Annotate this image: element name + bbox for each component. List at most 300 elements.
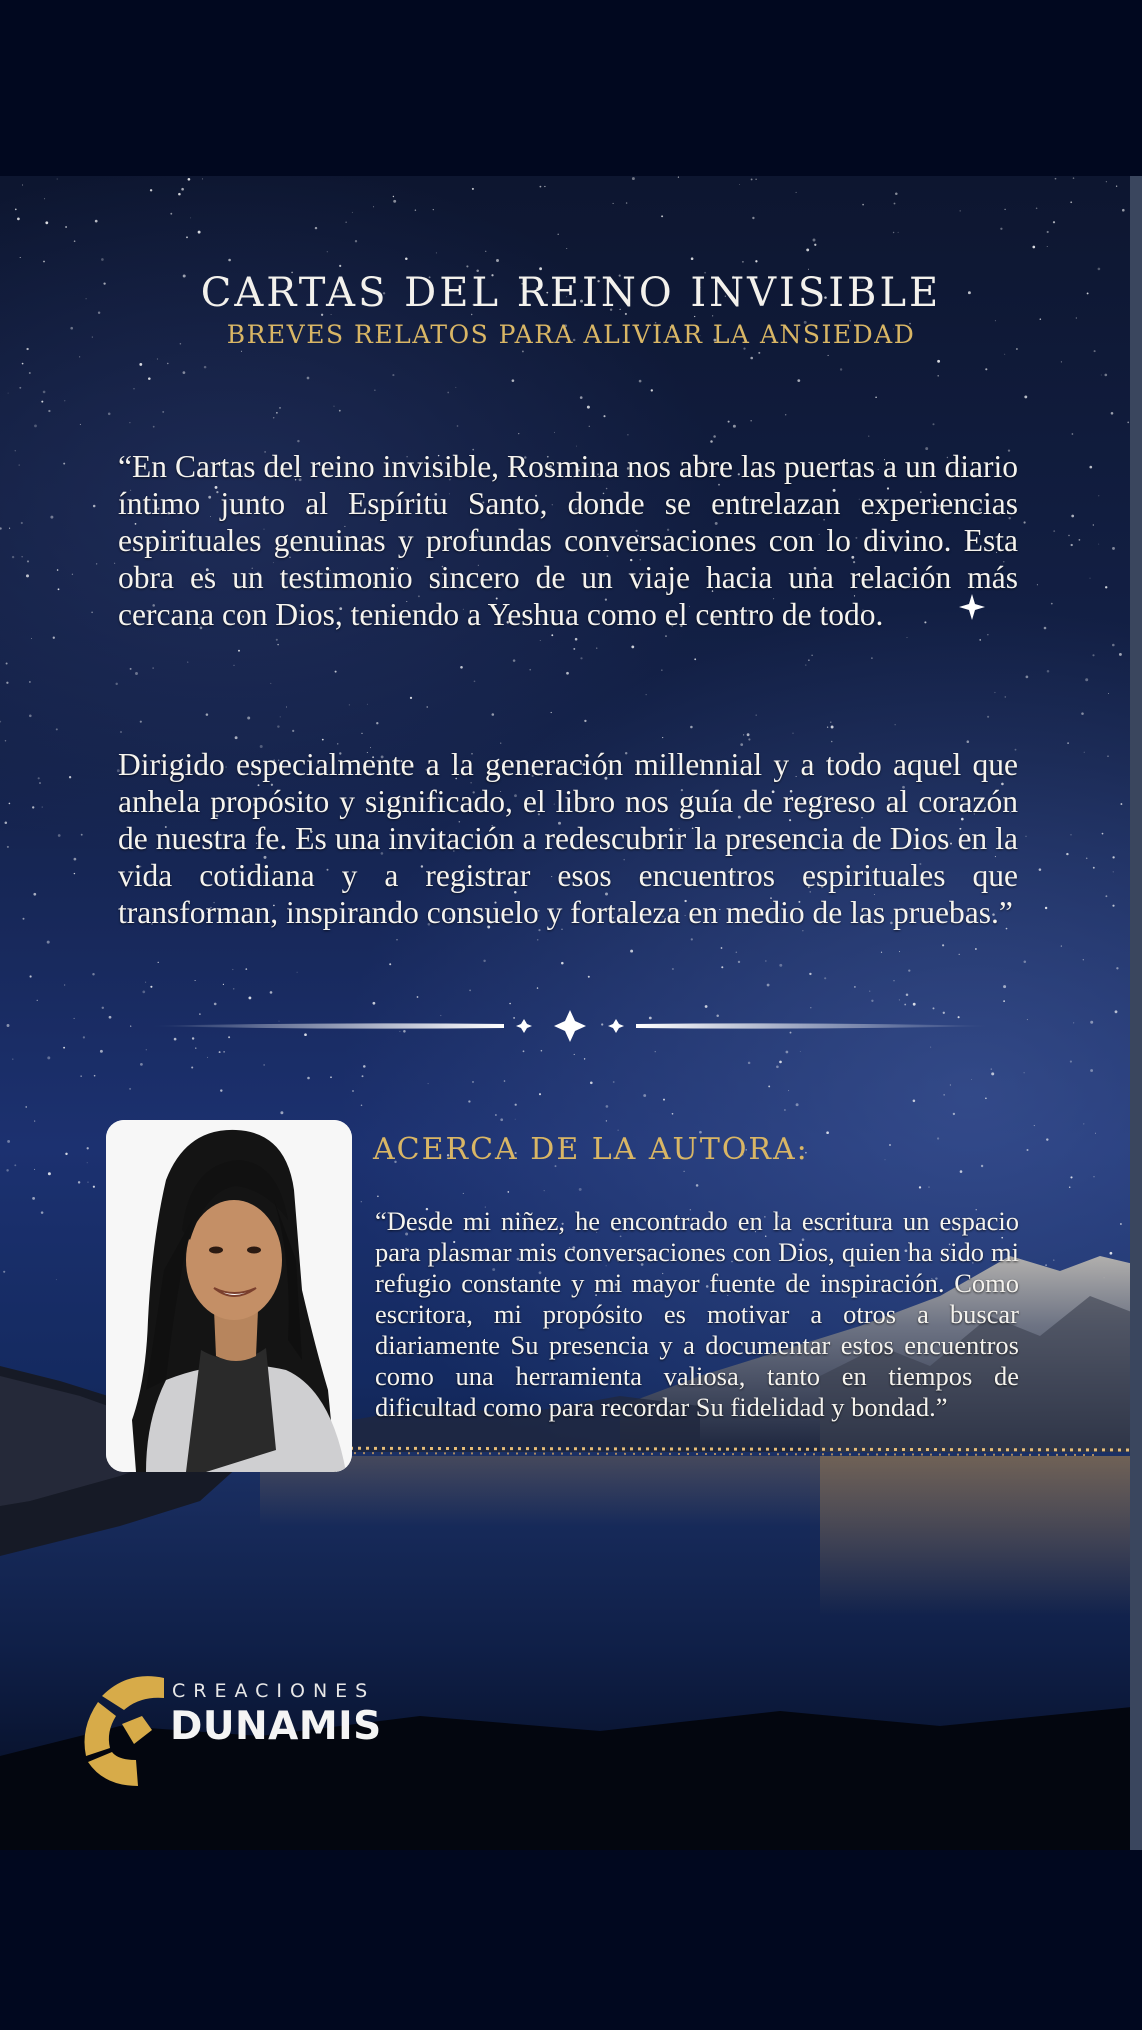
star bbox=[1127, 422, 1129, 424]
star bbox=[561, 962, 564, 965]
star bbox=[9, 803, 11, 805]
star bbox=[826, 1131, 829, 1134]
star bbox=[742, 261, 744, 263]
star bbox=[1003, 985, 1006, 988]
star bbox=[355, 240, 357, 242]
star bbox=[1101, 374, 1102, 375]
star bbox=[96, 563, 97, 564]
star bbox=[639, 380, 642, 383]
star bbox=[1045, 907, 1047, 909]
star bbox=[1090, 1021, 1093, 1024]
star bbox=[895, 724, 896, 725]
author-photo bbox=[106, 1120, 352, 1472]
star bbox=[19, 387, 21, 389]
star bbox=[994, 692, 995, 693]
star bbox=[74, 873, 75, 874]
star bbox=[862, 204, 864, 206]
star bbox=[43, 261, 45, 263]
star bbox=[1004, 354, 1005, 355]
star bbox=[1081, 712, 1084, 715]
star bbox=[655, 1051, 656, 1052]
star bbox=[233, 665, 234, 666]
star bbox=[987, 634, 988, 635]
star bbox=[1024, 395, 1027, 398]
star bbox=[393, 200, 396, 203]
star bbox=[512, 379, 515, 382]
star bbox=[1061, 361, 1062, 362]
star bbox=[146, 1049, 147, 1050]
star bbox=[129, 1088, 131, 1090]
star bbox=[34, 1169, 35, 1170]
star bbox=[468, 1100, 470, 1102]
star bbox=[661, 215, 663, 217]
star bbox=[7, 1024, 10, 1027]
star bbox=[472, 188, 474, 190]
star bbox=[29, 681, 30, 682]
star bbox=[651, 389, 653, 391]
star bbox=[396, 939, 397, 940]
star bbox=[56, 728, 58, 730]
star bbox=[12, 556, 14, 558]
star bbox=[1037, 584, 1038, 585]
star bbox=[696, 1184, 699, 1187]
sparkle-divider-icon bbox=[150, 1008, 990, 1044]
star bbox=[6, 1169, 8, 1171]
star bbox=[207, 1057, 208, 1058]
star bbox=[346, 222, 347, 223]
star bbox=[1112, 856, 1114, 858]
star bbox=[9, 528, 10, 529]
star bbox=[672, 1113, 674, 1115]
star bbox=[247, 717, 250, 720]
star bbox=[875, 396, 877, 398]
star bbox=[223, 984, 224, 985]
star bbox=[47, 941, 50, 944]
star bbox=[1034, 1125, 1035, 1126]
star bbox=[690, 726, 693, 729]
star bbox=[276, 639, 278, 641]
star bbox=[190, 217, 191, 218]
star bbox=[496, 259, 499, 262]
star bbox=[779, 1061, 782, 1064]
star bbox=[544, 186, 545, 187]
star bbox=[953, 1113, 955, 1115]
star bbox=[1098, 495, 1099, 496]
star bbox=[1106, 181, 1107, 182]
star bbox=[1073, 177, 1075, 179]
star bbox=[814, 244, 816, 246]
star bbox=[739, 184, 740, 185]
star bbox=[788, 1090, 789, 1091]
star bbox=[630, 950, 633, 953]
star bbox=[78, 1181, 80, 1183]
book-subtitle: BREVES RELATOS PARA ALIVIAR LA ANSIEDAD bbox=[226, 320, 916, 349]
star bbox=[228, 259, 231, 262]
star bbox=[1070, 834, 1072, 836]
star bbox=[913, 1100, 916, 1103]
dunamis-logo-mark-icon bbox=[78, 1666, 174, 1788]
star bbox=[728, 421, 730, 423]
star bbox=[618, 1130, 619, 1131]
star bbox=[167, 363, 168, 364]
star bbox=[796, 1103, 799, 1106]
star bbox=[335, 671, 337, 673]
star bbox=[472, 1081, 473, 1082]
star bbox=[1066, 853, 1068, 855]
star bbox=[48, 1172, 51, 1175]
star bbox=[1093, 524, 1094, 525]
star bbox=[541, 1050, 543, 1052]
star bbox=[12, 1058, 13, 1059]
star bbox=[1032, 246, 1035, 249]
star bbox=[589, 426, 590, 427]
star bbox=[919, 1186, 921, 1188]
star bbox=[1005, 696, 1007, 698]
star bbox=[975, 948, 977, 950]
star bbox=[198, 231, 201, 234]
star bbox=[588, 976, 590, 978]
star bbox=[376, 722, 378, 724]
star bbox=[460, 666, 463, 669]
star bbox=[87, 1162, 88, 1163]
star bbox=[683, 1171, 684, 1172]
star bbox=[362, 1075, 364, 1077]
star bbox=[307, 377, 310, 380]
star bbox=[937, 1137, 939, 1139]
star bbox=[39, 782, 41, 784]
star bbox=[43, 391, 46, 394]
star bbox=[646, 694, 647, 695]
star bbox=[831, 726, 834, 729]
star bbox=[158, 962, 159, 963]
star bbox=[37, 1000, 38, 1001]
star bbox=[1070, 1061, 1072, 1063]
star bbox=[747, 733, 750, 736]
star bbox=[894, 203, 896, 205]
star bbox=[985, 1097, 987, 1099]
star bbox=[800, 1051, 801, 1052]
star bbox=[811, 655, 812, 656]
star bbox=[721, 947, 723, 949]
publisher-name-bottom: DUNAMIS bbox=[170, 1704, 382, 1749]
star bbox=[455, 387, 456, 388]
star bbox=[751, 420, 752, 421]
star bbox=[1120, 1223, 1122, 1225]
star bbox=[417, 996, 419, 998]
star bbox=[245, 968, 247, 970]
star bbox=[1086, 858, 1088, 860]
star bbox=[1093, 867, 1095, 869]
star bbox=[433, 209, 434, 210]
star bbox=[809, 973, 811, 975]
star bbox=[840, 368, 842, 370]
star bbox=[1027, 1019, 1028, 1020]
star bbox=[492, 713, 495, 716]
publisher-logo bbox=[78, 1666, 398, 1792]
star bbox=[1090, 1069, 1093, 1072]
star bbox=[500, 1118, 503, 1121]
star bbox=[220, 1089, 222, 1091]
star bbox=[15, 209, 17, 211]
star bbox=[29, 372, 31, 374]
star bbox=[721, 966, 723, 968]
star bbox=[373, 206, 374, 207]
star bbox=[1105, 895, 1107, 897]
star bbox=[349, 704, 350, 705]
star bbox=[540, 186, 542, 188]
star bbox=[1024, 521, 1026, 523]
star bbox=[22, 363, 24, 365]
star bbox=[87, 1147, 89, 1149]
star bbox=[93, 1186, 95, 1188]
star bbox=[45, 221, 48, 224]
star bbox=[392, 374, 394, 376]
star bbox=[573, 648, 575, 650]
star bbox=[1069, 1186, 1070, 1187]
star bbox=[627, 434, 629, 436]
star bbox=[713, 435, 716, 438]
star bbox=[170, 213, 172, 215]
star bbox=[831, 741, 833, 743]
star bbox=[219, 1051, 221, 1053]
star bbox=[34, 425, 37, 428]
star bbox=[1070, 1176, 1072, 1178]
star bbox=[79, 356, 80, 357]
star bbox=[74, 858, 77, 861]
star bbox=[906, 994, 909, 997]
title-block bbox=[0, 268, 1142, 352]
star bbox=[515, 1119, 516, 1120]
star bbox=[33, 893, 36, 896]
star bbox=[44, 198, 45, 199]
star bbox=[57, 569, 59, 571]
star bbox=[756, 714, 757, 715]
star bbox=[1053, 221, 1055, 223]
star bbox=[108, 413, 111, 416]
star bbox=[1104, 374, 1107, 377]
star bbox=[981, 1165, 983, 1167]
star bbox=[580, 396, 583, 399]
star bbox=[393, 196, 394, 197]
star bbox=[58, 588, 60, 590]
star bbox=[374, 390, 375, 391]
star bbox=[334, 406, 335, 407]
star bbox=[214, 1003, 217, 1006]
star bbox=[551, 634, 553, 636]
star bbox=[19, 464, 20, 465]
star bbox=[483, 960, 485, 962]
star bbox=[191, 1066, 193, 1068]
star bbox=[767, 984, 770, 987]
star bbox=[405, 258, 408, 261]
star bbox=[57, 178, 58, 179]
star bbox=[1111, 412, 1114, 415]
star bbox=[942, 944, 944, 946]
star bbox=[661, 670, 662, 671]
star bbox=[1113, 871, 1114, 872]
star bbox=[81, 1076, 82, 1077]
star bbox=[64, 984, 65, 985]
star bbox=[202, 178, 203, 179]
blurb-paragraph-1: “En Cartas del reino invisible, Rosmina nos abre las puertas a un diario íntimo junto al Espíritu Santo, donde se entrelazan experiencias espirituales genuinas y profundas conversaciones con lo divino. Esta obra es un testimonio sincero de un viaje hacia una relación más cercana con Dios, teniendo a Yeshua como el centro de todo. bbox=[118, 449, 1018, 632]
star bbox=[1073, 1022, 1074, 1023]
book-title: CARTAS DEL REINO INVISIBLE bbox=[200, 270, 942, 316]
star bbox=[162, 411, 164, 413]
star bbox=[238, 650, 240, 652]
star bbox=[157, 358, 158, 359]
star bbox=[65, 226, 67, 228]
star bbox=[142, 991, 145, 994]
star bbox=[63, 463, 65, 465]
star bbox=[223, 1051, 224, 1052]
star bbox=[1119, 653, 1122, 656]
star bbox=[1047, 670, 1050, 673]
star bbox=[153, 426, 155, 428]
star bbox=[805, 664, 806, 665]
star bbox=[828, 355, 829, 356]
star bbox=[34, 1121, 35, 1122]
star bbox=[944, 1094, 945, 1095]
star bbox=[991, 1072, 994, 1075]
star bbox=[889, 1144, 891, 1146]
star bbox=[276, 412, 277, 413]
star bbox=[6, 663, 8, 665]
star bbox=[1039, 868, 1042, 871]
star bbox=[765, 961, 766, 962]
star bbox=[937, 360, 940, 363]
star bbox=[691, 938, 693, 940]
star bbox=[63, 1047, 65, 1049]
star bbox=[786, 1051, 789, 1054]
star bbox=[1026, 836, 1027, 837]
star bbox=[1116, 186, 1117, 187]
star bbox=[1047, 231, 1049, 233]
star bbox=[94, 1075, 96, 1077]
star bbox=[1084, 752, 1085, 753]
star bbox=[327, 251, 328, 252]
star bbox=[504, 1080, 506, 1082]
star bbox=[280, 1111, 283, 1114]
star bbox=[41, 401, 43, 403]
star bbox=[15, 450, 16, 451]
star bbox=[1003, 1000, 1005, 1002]
star bbox=[38, 777, 40, 779]
star bbox=[643, 1094, 646, 1097]
star bbox=[899, 999, 900, 1000]
star bbox=[960, 210, 961, 211]
star bbox=[967, 740, 970, 743]
star bbox=[907, 637, 908, 638]
star bbox=[991, 1068, 992, 1069]
star bbox=[871, 657, 873, 659]
star bbox=[20, 257, 21, 258]
star bbox=[1072, 433, 1074, 435]
star bbox=[750, 357, 753, 360]
star bbox=[694, 658, 696, 660]
star bbox=[47, 1056, 50, 1059]
star bbox=[22, 185, 23, 186]
star bbox=[606, 1120, 607, 1121]
star bbox=[14, 1164, 16, 1166]
star bbox=[25, 1106, 26, 1107]
star bbox=[1067, 742, 1069, 744]
star bbox=[937, 375, 939, 377]
star bbox=[785, 414, 786, 415]
star bbox=[0, 527, 2, 529]
star bbox=[80, 424, 81, 425]
star bbox=[74, 240, 76, 242]
star bbox=[315, 227, 317, 229]
star bbox=[109, 1016, 112, 1019]
star bbox=[361, 733, 362, 734]
star bbox=[129, 422, 130, 423]
star bbox=[748, 738, 750, 740]
star bbox=[584, 720, 586, 722]
star bbox=[596, 648, 597, 649]
star bbox=[339, 410, 341, 412]
star bbox=[797, 379, 800, 382]
star bbox=[337, 743, 338, 744]
star bbox=[248, 996, 251, 999]
star bbox=[428, 1083, 429, 1084]
star bbox=[755, 179, 756, 180]
star bbox=[540, 640, 541, 641]
star bbox=[613, 1081, 615, 1083]
star bbox=[42, 807, 43, 808]
star bbox=[566, 248, 567, 249]
star bbox=[95, 220, 98, 223]
star bbox=[352, 1090, 354, 1092]
star bbox=[930, 1047, 931, 1048]
star bbox=[115, 683, 117, 685]
star bbox=[1112, 547, 1115, 550]
star bbox=[1098, 544, 1099, 545]
star bbox=[463, 1193, 464, 1194]
star bbox=[186, 236, 188, 238]
star bbox=[1055, 178, 1057, 180]
star bbox=[0, 721, 1, 723]
star bbox=[183, 371, 186, 374]
star bbox=[913, 1003, 916, 1006]
star bbox=[1068, 535, 1069, 536]
star bbox=[145, 982, 146, 983]
star bbox=[233, 988, 235, 990]
star bbox=[575, 638, 578, 641]
star bbox=[665, 635, 666, 636]
star bbox=[474, 680, 476, 682]
star bbox=[755, 260, 757, 262]
star bbox=[613, 203, 614, 204]
star bbox=[1102, 833, 1104, 835]
star bbox=[178, 193, 181, 196]
star bbox=[26, 574, 29, 577]
star bbox=[188, 178, 191, 181]
star bbox=[1024, 961, 1027, 964]
star bbox=[29, 715, 32, 718]
star bbox=[100, 1050, 103, 1053]
star bbox=[436, 252, 437, 253]
star bbox=[133, 388, 134, 389]
star bbox=[322, 739, 324, 741]
star bbox=[41, 1211, 44, 1214]
star bbox=[523, 1050, 525, 1052]
star bbox=[427, 706, 428, 707]
star bbox=[1047, 246, 1048, 247]
star bbox=[140, 1063, 143, 1066]
star bbox=[270, 683, 271, 684]
star bbox=[539, 1093, 541, 1095]
star bbox=[928, 1187, 929, 1188]
